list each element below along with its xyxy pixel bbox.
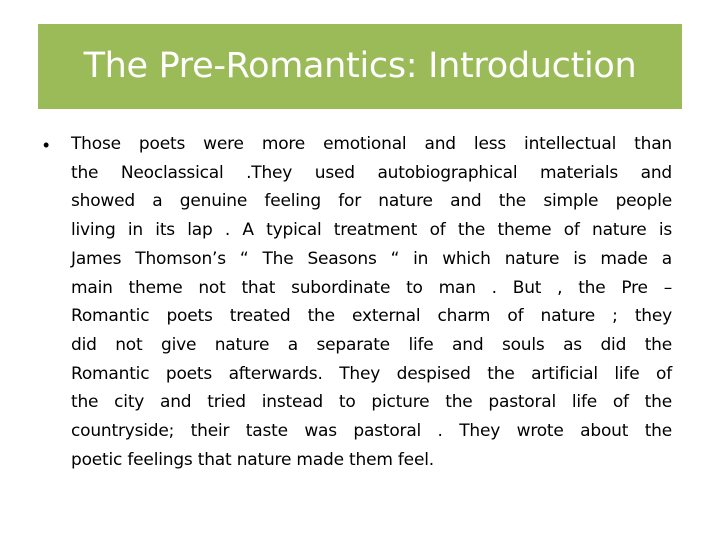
bullet-icon: • — [43, 135, 50, 155]
paragraph-line: the city and tried instead to picture the pastoral life of the — [71, 392, 672, 413]
slide-title: The Pre-Romantics: Introduction — [83, 46, 637, 86]
paragraph-line: main theme not that subordinate to man . But , the Pre – — [71, 277, 672, 298]
paragraph-line: Romantic poets treated the external charm of nature ; they — [71, 306, 672, 327]
bullet-item — [40, 130, 672, 474]
bullet-paragraph — [71, 130, 672, 474]
paragraph-line: poetic feelings that nature made them feel. — [71, 449, 434, 470]
paragraph-line: James Thomson’s “ The Seasons “ in which nature is made a — [71, 248, 672, 269]
paragraph-line: countryside; their taste was pastoral . They wrote about the — [71, 421, 672, 442]
paragraph-line: Romantic poets afterwards. They despised the artificial life of — [71, 363, 672, 384]
paragraph-line: did not give nature a separate life and souls as did the — [71, 334, 672, 355]
title-bar — [38, 24, 682, 109]
paragraph-line: Those poets were more emotional and less intellectual than — [71, 134, 672, 154]
paragraph-line: living in its lap . A typical treatment of the theme of nature is — [71, 220, 672, 241]
paragraph-line: the Neoclassical .They used autobiographical materials and — [71, 162, 672, 183]
paragraph-line: showed a genuine feeling for nature and the simple people — [71, 191, 672, 212]
slide-content — [40, 130, 672, 474]
